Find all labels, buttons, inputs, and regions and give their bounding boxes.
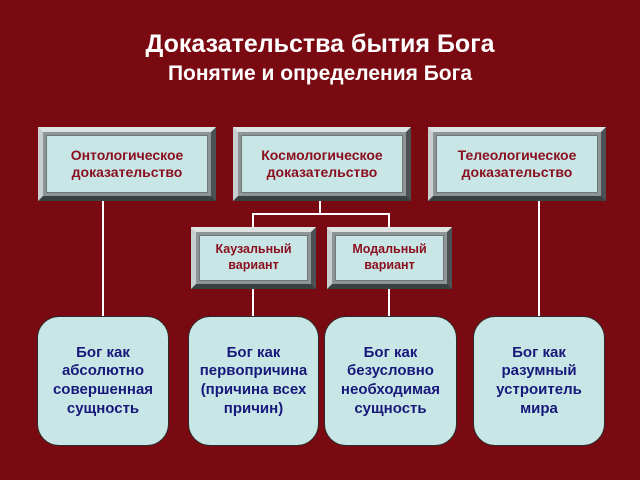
definition-necessary-being <box>324 316 457 446</box>
page-subtitle: Понятие и определения Бога <box>167 62 473 85</box>
connector-causal <box>252 287 254 316</box>
page-title: Доказательства бытия Бога <box>145 30 495 58</box>
teleological-proof-line1: Телеологическое <box>457 146 577 163</box>
modal-variant-line2: вариант <box>364 258 415 272</box>
connector-cosmological-bar <box>252 213 390 215</box>
causal-variant-line2: вариант <box>228 258 279 272</box>
cosmological-proof-line2: доказательство <box>266 164 378 180</box>
definition-1-line1: Бог как <box>76 343 130 361</box>
definition-intelligent-designer <box>473 316 605 446</box>
connector-teleological <box>538 198 540 316</box>
definition-2-line3: (причина всех <box>200 381 307 398</box>
definition-4-line3: устроитель <box>496 381 582 398</box>
definition-3-line3: необходимая <box>340 381 441 398</box>
definition-3-line4: сущность <box>354 399 427 417</box>
definition-3-line2: безусловно <box>347 362 434 380</box>
teleological-proof-line2: доказательство <box>461 164 573 180</box>
definition-4-line4: мира <box>520 399 558 417</box>
connector-modal <box>388 287 390 316</box>
definition-1-line2: абсолютно <box>61 362 145 380</box>
definition-2-line1: Бог как <box>226 343 281 361</box>
definition-4-line1: Бог как <box>512 343 566 361</box>
definition-1-line3: совершенная <box>52 381 154 398</box>
modal-variant-line1: Модальный <box>352 242 427 257</box>
definition-absolute-perfection <box>37 316 169 446</box>
connector-ontological <box>102 198 104 316</box>
definition-3-line1: Бог как <box>363 343 418 361</box>
definition-2-line2: первопричина <box>199 362 308 380</box>
modal-variant-box <box>327 227 452 289</box>
definition-first-cause <box>188 316 319 446</box>
definition-1-line4: сущность <box>66 399 140 417</box>
cosmological-proof-box <box>233 127 411 201</box>
causal-variant-box <box>191 227 316 289</box>
teleological-proof-box <box>428 127 606 201</box>
causal-variant-line1: Каузальный <box>215 242 292 257</box>
definition-4-line2: разумный <box>501 362 577 380</box>
ontological-proof-line2: доказательство <box>71 164 183 180</box>
ontological-proof-line1: Онтологическое <box>70 146 184 163</box>
cosmological-proof-line1: Космологическое <box>261 146 383 163</box>
ontological-proof-box <box>38 127 216 201</box>
definition-2-line4: причин) <box>223 399 284 417</box>
